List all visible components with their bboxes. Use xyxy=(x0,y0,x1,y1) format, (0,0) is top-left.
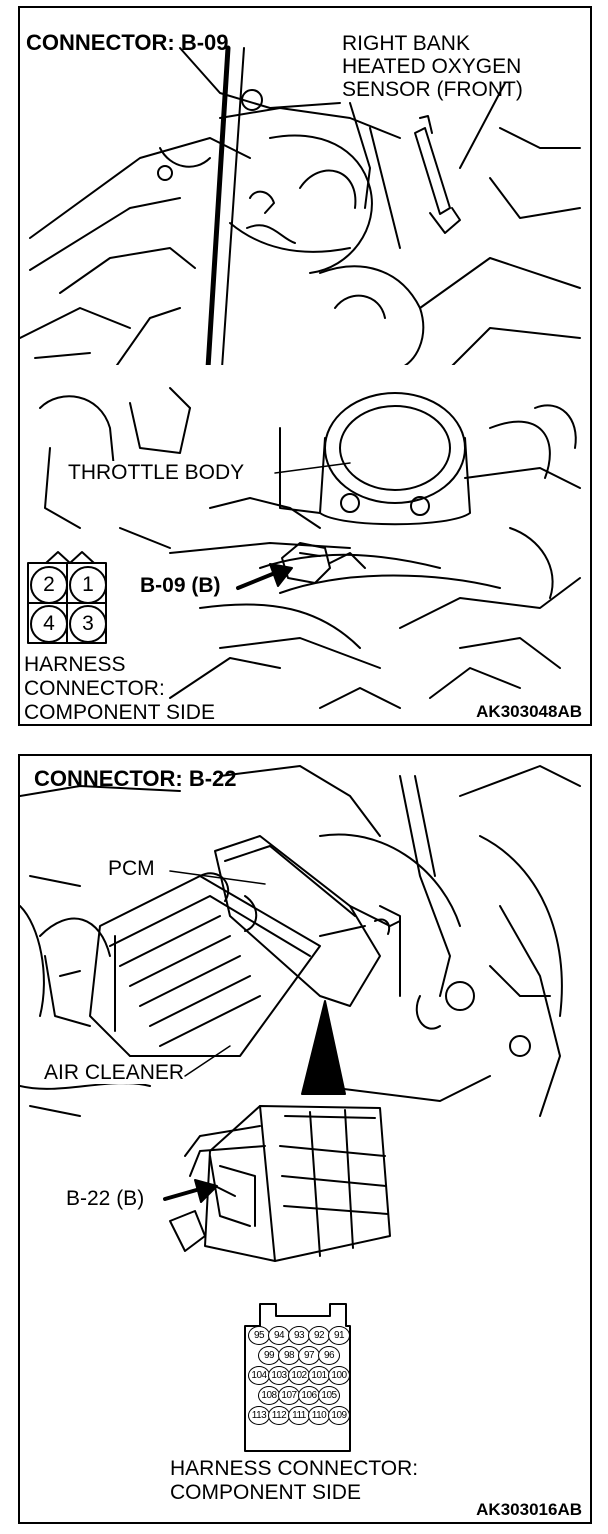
pin-104: 104 xyxy=(248,1366,270,1385)
pin-100: 100 xyxy=(328,1366,350,1385)
connector-title: CONNECTOR: B-22 xyxy=(34,766,237,791)
pin-110: 110 xyxy=(308,1406,330,1425)
pin-112: 112 xyxy=(268,1406,290,1425)
pin-96: 96 xyxy=(318,1346,340,1365)
harness-label-line-3: COMPONENT SIDE xyxy=(24,701,215,724)
pin-111: 111 xyxy=(288,1406,310,1425)
harness-label-line-1: HARNESS xyxy=(24,653,126,676)
pin-93: 93 xyxy=(288,1326,310,1345)
b22-callout-label: B-22 (B) xyxy=(66,1187,145,1210)
pin-92: 92 xyxy=(308,1326,330,1345)
sensor-label-line-1: RIGHT BANK xyxy=(342,32,470,55)
b09-callout-label: B-09 (B) xyxy=(140,574,221,597)
pin-95: 95 xyxy=(248,1326,270,1345)
pin-4: 4 xyxy=(30,605,68,643)
pin-98: 98 xyxy=(278,1346,300,1365)
connector-b09-panel xyxy=(18,6,592,726)
pin-91: 91 xyxy=(328,1326,350,1345)
harness-label-line-1: HARNESS CONNECTOR: xyxy=(170,1457,419,1480)
pin-106: 106 xyxy=(298,1386,320,1405)
pcm-label: PCM xyxy=(108,857,155,880)
pin-94: 94 xyxy=(268,1326,290,1345)
pin-101: 101 xyxy=(308,1366,330,1385)
pin-102: 102 xyxy=(288,1366,310,1385)
pin-109: 109 xyxy=(328,1406,350,1425)
pin-2: 2 xyxy=(30,566,68,604)
throttle-body-label: THROTTLE BODY xyxy=(68,461,245,484)
pin-97: 97 xyxy=(298,1346,320,1365)
pin-99: 99 xyxy=(258,1346,280,1365)
pin-1: 1 xyxy=(69,566,107,604)
pin-103: 103 xyxy=(268,1366,290,1385)
figure-code: AK303016AB xyxy=(476,1500,582,1519)
connector-title: CONNECTOR: B-09 xyxy=(26,30,229,55)
sensor-label-line-3: SENSOR (FRONT) xyxy=(342,78,523,101)
air-cleaner-label: AIR CLEANER xyxy=(44,1061,185,1084)
pin-105: 105 xyxy=(318,1386,340,1405)
harness-label-line-2: CONNECTOR: xyxy=(24,677,165,700)
harness-label-line-2: COMPONENT SIDE xyxy=(170,1481,361,1504)
pin-3: 3 xyxy=(69,605,107,643)
pin-108: 108 xyxy=(258,1386,280,1405)
sensor-label-line-2: HEATED OXYGEN xyxy=(342,55,522,78)
pin-107: 107 xyxy=(278,1386,300,1405)
figure-code: AK303048AB xyxy=(476,702,582,721)
pin-113: 113 xyxy=(248,1406,270,1425)
connector-b22-panel xyxy=(18,754,592,1524)
